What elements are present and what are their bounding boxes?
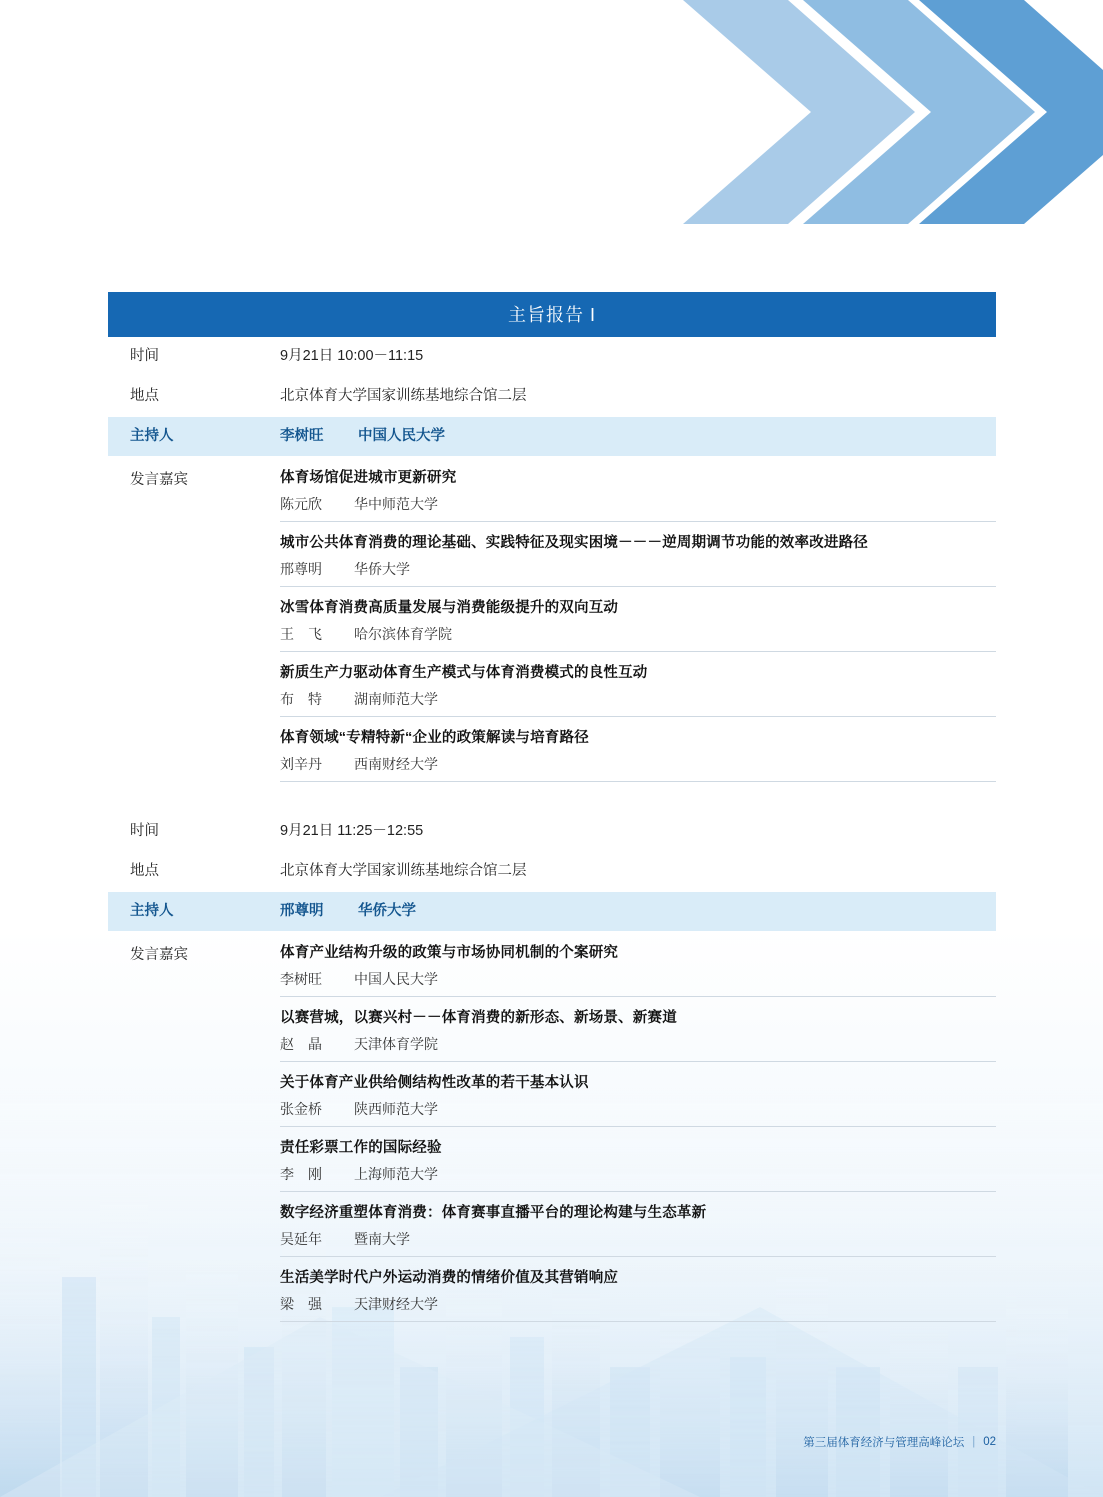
page-footer xyxy=(803,1434,996,1450)
talk-person xyxy=(280,559,996,579)
place-label-2: 地点 xyxy=(130,862,159,879)
place-value-2: 北京体育大学国家训练基地综合馆二层 xyxy=(280,862,527,879)
talk-speaker: 布 特 xyxy=(280,691,322,708)
talk-title: 体育产业结构升级的政策与市场协同机制的个案研究 xyxy=(280,945,619,962)
time-label-2: 时间 xyxy=(130,823,159,839)
host-name-1: 李树旺 xyxy=(280,427,324,444)
talk-affiliation: 陕西师范大学 xyxy=(354,1101,438,1118)
talk-title: 关于体育产业供给侧结构性改革的若干基本认识 xyxy=(280,1075,589,1092)
talk-speaker: 李 刚 xyxy=(280,1166,322,1183)
talk-item xyxy=(280,717,996,782)
talk-person xyxy=(280,1164,996,1184)
talk-item xyxy=(280,997,996,1062)
speakers-label-1: 发言嘉宾 xyxy=(130,472,188,489)
talk-title: 责任彩票工作的国际经验 xyxy=(280,1140,442,1157)
time-value-2: 9月21日 11:25－12:55 xyxy=(280,823,424,839)
talk-list-2 xyxy=(280,931,996,1322)
talk-affiliation: 中国人民大学 xyxy=(354,971,438,988)
talk-speaker: 陈元欣 xyxy=(280,496,322,513)
talk-person xyxy=(280,1099,996,1119)
time-value-1: 9月21日 10:00－11:15 xyxy=(280,348,424,364)
speakers-block-2 xyxy=(108,931,996,1322)
talk-title: 体育领域“专精特新“企业的政策解读与培育路径 xyxy=(280,730,589,747)
session-block-2 xyxy=(108,812,996,1322)
talk-list-1 xyxy=(280,456,996,782)
host-affiliation-2: 华侨大学 xyxy=(358,902,416,919)
time-row-1 xyxy=(108,337,996,377)
time-row-2 xyxy=(108,812,996,852)
talk-item xyxy=(280,587,996,652)
host-value-2 xyxy=(280,892,996,932)
talk-speaker: 梁 强 xyxy=(280,1296,322,1313)
page-number: 02 xyxy=(983,1436,996,1448)
host-row-1 xyxy=(108,417,996,457)
talk-person xyxy=(280,969,996,989)
place-value-1: 北京体育大学国家训练基地综合馆二层 xyxy=(280,387,527,404)
talk-speaker: 李树旺 xyxy=(280,971,322,988)
talk-person xyxy=(280,494,996,514)
talk-speaker: 赵 晶 xyxy=(280,1036,322,1053)
talk-person xyxy=(280,1229,996,1249)
talk-person xyxy=(280,689,996,709)
speakers-block-1 xyxy=(108,456,996,782)
place-label-1: 地点 xyxy=(130,387,159,404)
talk-person xyxy=(280,1294,996,1314)
talk-affiliation: 华中师范大学 xyxy=(354,496,438,513)
talk-title: 城市公共体育消费的理论基础、实践特征及现实困境－－－逆周期调节功能的效率改进路径 xyxy=(280,535,868,552)
host-value-1 xyxy=(280,417,996,457)
talk-affiliation: 哈尔滨体育学院 xyxy=(354,626,452,643)
talk-item xyxy=(280,1257,996,1322)
talk-speaker: 吴延年 xyxy=(280,1231,322,1248)
talk-item xyxy=(280,522,996,587)
talk-affiliation: 西南财经大学 xyxy=(354,756,438,773)
footer-separator: | xyxy=(972,1436,976,1448)
talk-speaker: 刘辛丹 xyxy=(280,756,322,773)
host-label-2: 主持人 xyxy=(130,902,174,919)
talk-person xyxy=(280,1034,996,1054)
place-row-1 xyxy=(108,377,996,417)
talk-item xyxy=(280,652,996,717)
talk-affiliation: 暨南大学 xyxy=(354,1231,410,1248)
host-label-1: 主持人 xyxy=(130,427,174,444)
place-row-2 xyxy=(108,852,996,892)
talk-title: 冰雪体育消费高质量发展与消费能级提升的双向互动 xyxy=(280,600,619,617)
talk-person xyxy=(280,754,996,774)
talk-title: 生活美学时代户外运动消费的情绪价值及其营销响应 xyxy=(280,1270,619,1287)
talk-title: 以赛营城，以赛兴村－－体育消费的新形态、新场景、新赛道 xyxy=(280,1010,677,1027)
talk-title: 数字经济重塑体育消费：体育赛事直播平台的理论构建与生态革新 xyxy=(280,1205,707,1222)
talk-speaker: 张金桥 xyxy=(280,1101,322,1118)
talk-title: 体育场馆促进城市更新研究 xyxy=(280,470,457,487)
talk-item xyxy=(280,1062,996,1127)
host-row-2 xyxy=(108,892,996,932)
talk-speaker: 王 飞 xyxy=(280,626,322,643)
talk-title: 新质生产力驱动体育生产模式与体育消费模式的良性互动 xyxy=(280,665,648,682)
talk-affiliation: 上海师范大学 xyxy=(354,1166,438,1183)
talk-item xyxy=(280,456,996,522)
talk-item xyxy=(280,1192,996,1257)
footer-title: 第三届体育经济与管理高峰论坛 xyxy=(803,1437,965,1449)
time-label-1: 时间 xyxy=(130,348,159,364)
talk-item xyxy=(280,931,996,997)
talk-item xyxy=(280,1127,996,1192)
talk-person xyxy=(280,624,996,644)
chevron-decoration xyxy=(683,0,1103,230)
host-affiliation-1: 中国人民大学 xyxy=(358,427,445,444)
talk-affiliation: 天津财经大学 xyxy=(354,1296,438,1313)
talk-speaker: 邢尊明 xyxy=(280,561,322,578)
session-block-1 xyxy=(108,292,996,782)
talk-affiliation: 华侨大学 xyxy=(354,561,410,578)
talk-affiliation: 湖南师范大学 xyxy=(354,691,438,708)
section-title-1: 主旨报告 I xyxy=(108,292,996,337)
speakers-label-2: 发言嘉宾 xyxy=(130,947,188,964)
host-name-2: 邢尊明 xyxy=(280,902,324,919)
talk-affiliation: 天津体育学院 xyxy=(354,1036,438,1053)
